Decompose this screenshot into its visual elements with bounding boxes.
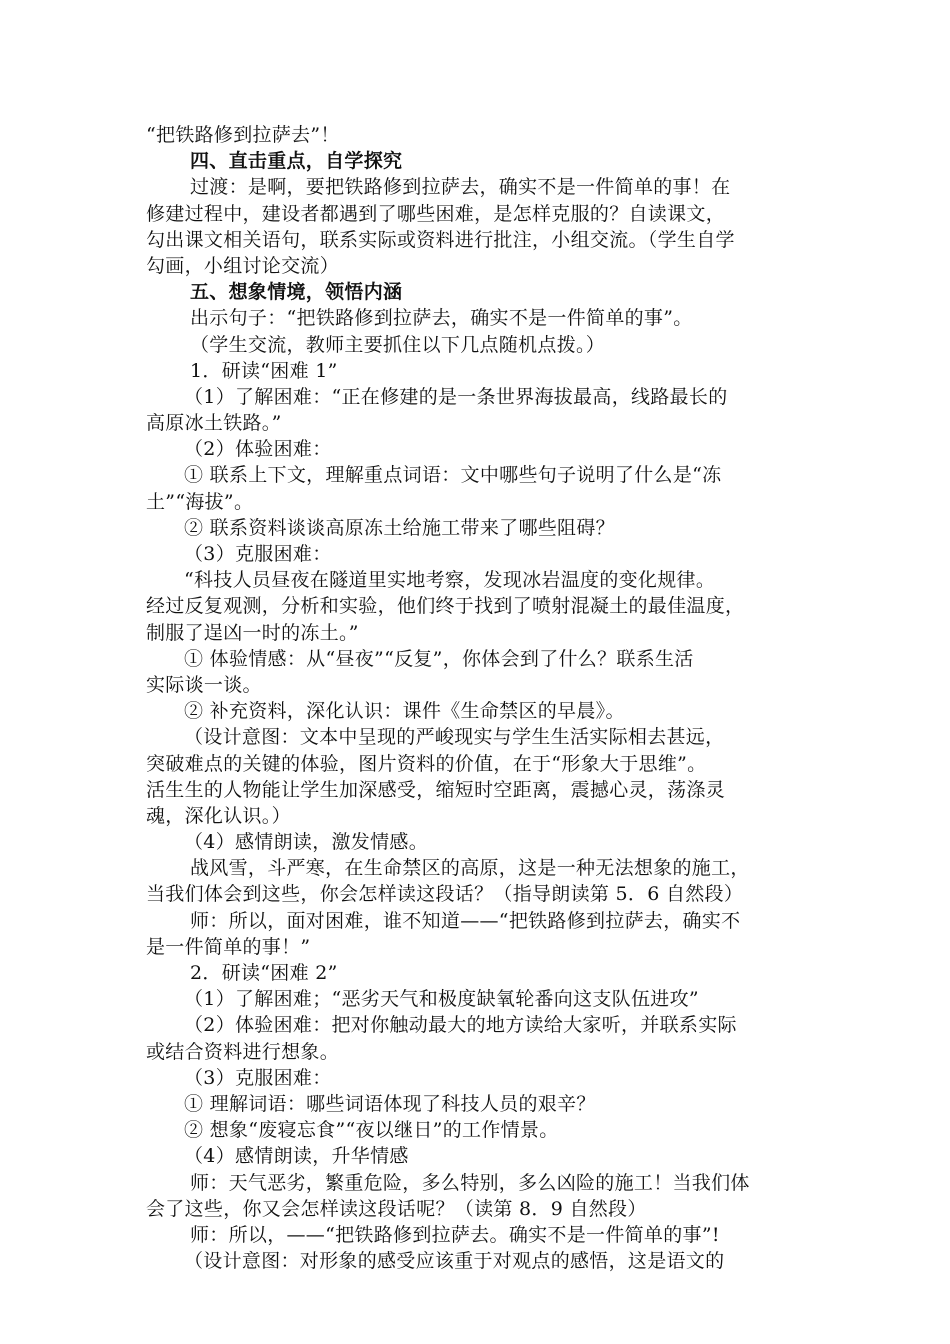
text-line: “把铁路修到拉萨去”！ [146,124,340,146]
text-line: 土”“海拔”。 [146,490,254,513]
text-line: ① 理解词语：哪些词语体现了科技人员的艰辛？ [184,1092,596,1115]
text-line: 战风雪，斗严寒，在生命禁区的高原，这是一种无法想象的施工， [190,857,750,880]
text-line: ② 补充资料，深化认识：课件《生命禁区的早晨》。 [184,700,625,723]
text-line: 魂，深化认识。） [146,804,291,827]
text-line: ① 联系上下文，理解重点词语：文中哪些句子说明了什么是“冻 [184,464,722,487]
document-body [146,122,816,1274]
text-line: （设计意图：文本中呈现的严峻现实与学生生活实际相去甚远， [184,726,725,749]
text-line: 师：所以，——“把铁路修到拉萨去。确实不是一件简单的事”! [190,1223,720,1246]
text-line: 或结合资料进行想象。 [146,1040,340,1063]
text-line: 过渡：是啊，要把铁路修到拉萨去，确实不是一件简单的事！在 [190,176,731,199]
text-line: 是一件简单的事！” [146,935,311,958]
text-line: （学生交流，教师主要抓住以下几点随机点拨。） [190,333,606,356]
text-line: 出示句子：“把铁路修到拉萨去，确实不是一件简单的事”。 [190,307,693,330]
text-line: 制服了逞凶一时的冻土。” [146,621,359,644]
text-line: ② 联系资料谈谈高原冻土给施工带来了哪些阻碍？ [184,516,615,539]
text-line: 活生生的人物能让学生加深感受，缩短时空距离，震撼心灵，荡涤灵 [146,778,726,801]
section-heading: 四、直击重点，自学探究 [190,150,403,173]
text-line: 突破难点的关键的体验，图片资料的价值，在于“形象大于思维”。 [146,752,707,775]
text-line: 高原冰土铁路。” [146,412,282,435]
text-line: 实际谈一谈。 [146,673,262,696]
text-line: （1）了解困难：“正在修建的是一条世界海拔最高，线路最长的 [184,385,728,408]
text-line: 勾画，小组讨论交流） [146,254,340,277]
text-line: 勾出课文相关语句，联系实际或资料进行批注，小组交流。（学生自学 [146,228,735,251]
text-line: 1．研读“困难 1” [190,359,338,382]
text-line: （3）克服困难： [184,543,332,565]
text-line: （3）克服困难： [184,1066,332,1089]
text-line: （4）感情朗读，激发情感。 [184,831,428,854]
section-heading: 五、想象情境，领悟内涵 [190,281,403,304]
text-line: 师：天气恶劣，繁重危险，多么特别，多么凶险的施工！当我们体 [190,1171,750,1194]
text-line: （设计意图：对形象的感受应该重于对观点的感悟，这是语文的 [184,1250,725,1273]
text-line: “科技人员昼夜在隧道里实地考察，发现冰岩温度的变化规律。 [184,569,716,592]
text-line: （1）了解困难；“恶劣天气和极度缺氧轮番向这支队伍进攻” [184,988,699,1011]
text-line: 经过反复观测，分析和实验，他们终于找到了喷射混凝土的最佳温度， [146,595,745,618]
text-line: 师：所以，面对困难，谁不知道——“把铁路修到拉萨去，确实不 [190,909,741,932]
text-line: （4）感情朗读，升华情感 [184,1145,409,1168]
text-line: （2）体验困难：把对你触动最大的地方读给大家听，并联系实际 [184,1014,737,1037]
text-line: ① 体验情感：从“昼夜”“反复”，你体会到了什么？联系生活 [184,647,694,670]
text-line: 修建过程中，建设者都遇到了哪些困难，是怎样克服的？自读课文， [146,202,726,225]
text-line: 当我们体会到这些，你会怎样读这段话？（指导朗读第 5．6 自然段） [146,883,744,906]
text-line: 会了这些，你又会怎样读这段话呢？（读第 8．9 自然段） [146,1197,647,1220]
text-line: 2．研读“困难 2” [190,962,338,984]
text-line: （2）体验困难： [184,438,332,461]
text-line: ② 想象“废寝忘食”“夜以继日”的工作情景。 [184,1119,559,1142]
